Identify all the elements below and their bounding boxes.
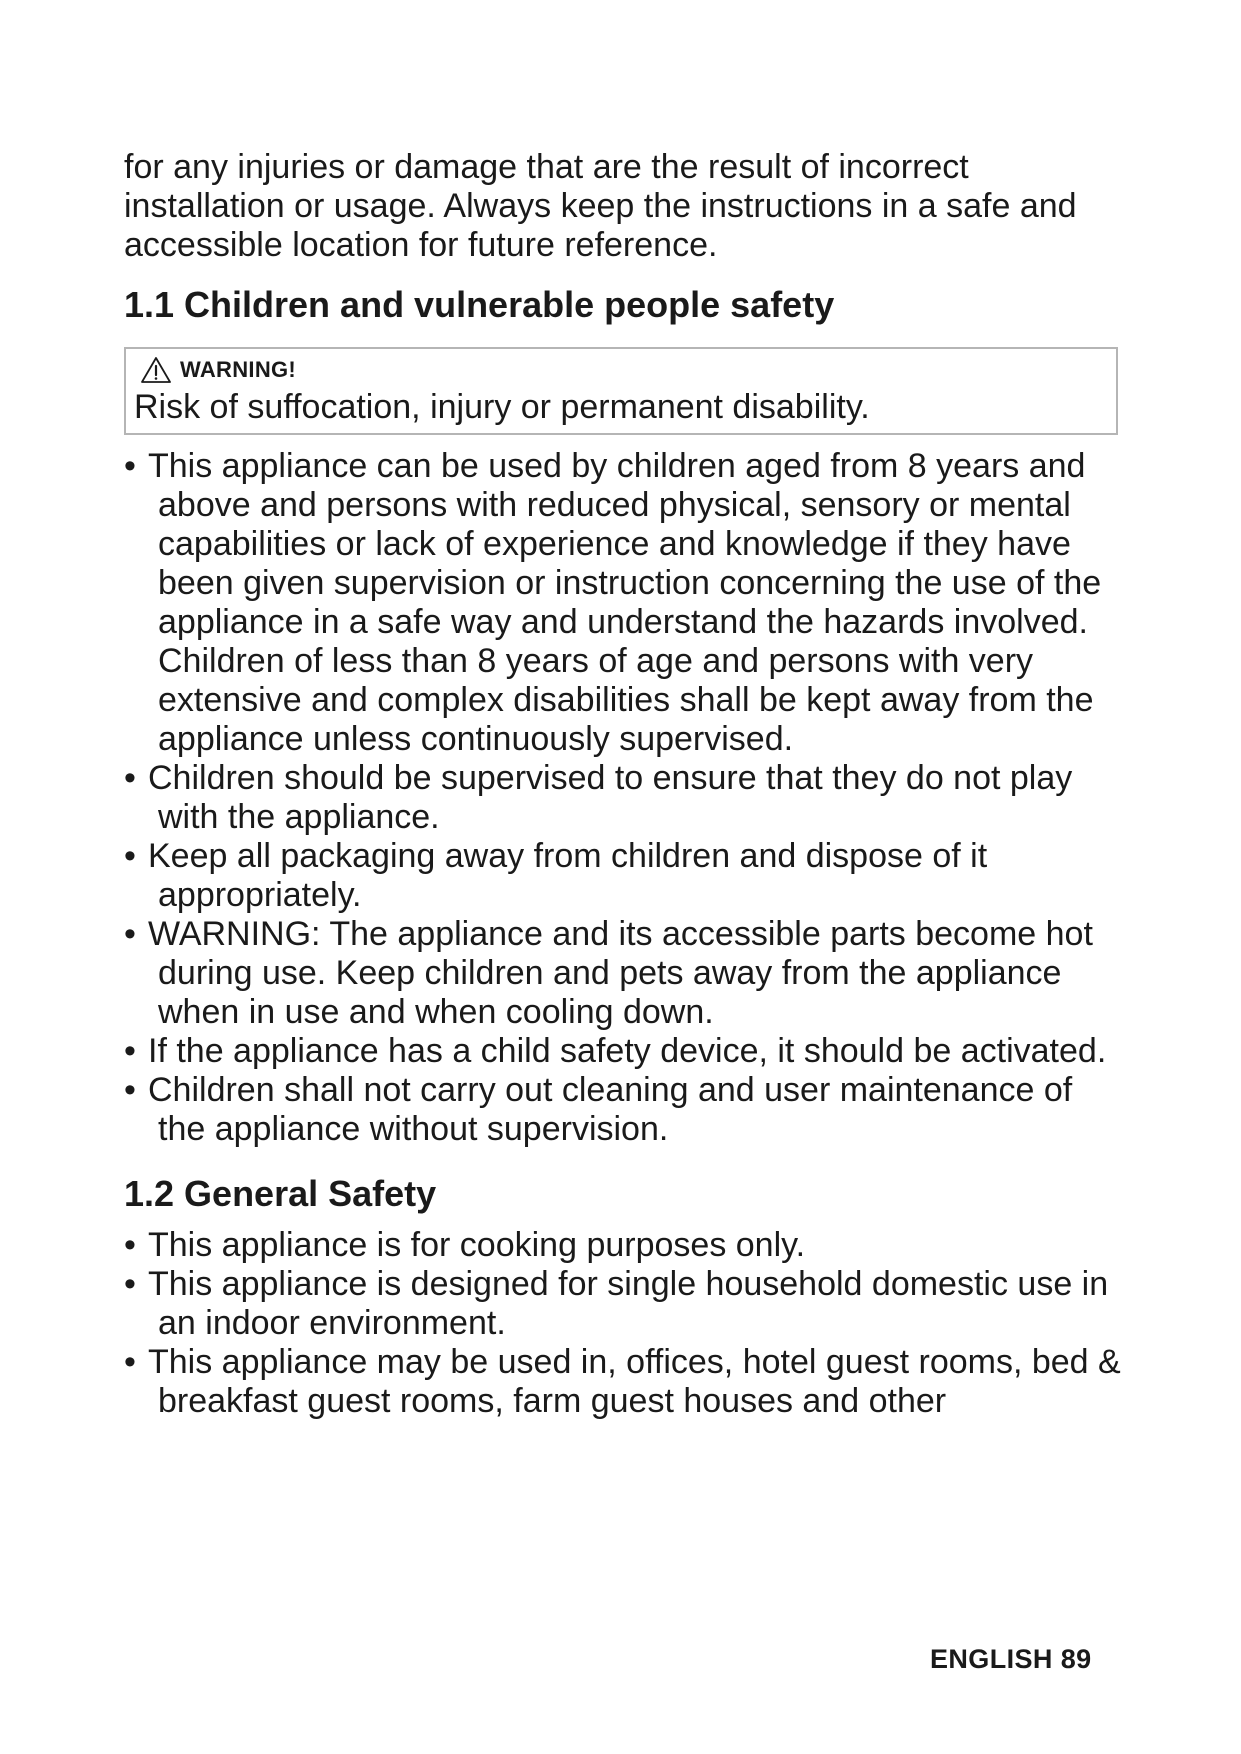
list-item: • Children should be supervised to ensure that they do not play with the appliance.	[124, 759, 1073, 836]
children-safety-list	[124, 447, 1124, 1149]
list-item: • Children shall not carry out cleaning and user maintenance of the appliance without supervision.	[124, 1071, 1073, 1148]
list-item: • This appliance is for cooking purposes only.	[124, 1226, 806, 1264]
warning-text: Risk of suffocation, injury or permanent disability.	[134, 388, 870, 426]
list-item: • WARNING: The appliance and its accessible parts become hot during use. Keep children and pets away from the appliance when in use and when cooling down.	[124, 915, 1093, 1031]
section-heading-general-safety: 1.2 General Safety	[124, 1173, 437, 1214]
warning-title: WARNING!	[180, 357, 297, 382]
list-item: • This appliance is designed for single household domestic use in an indoor environment.	[124, 1265, 1109, 1342]
list-item: • This appliance may be used in, offices, hotel guest rooms, bed & breakfast guest rooms, farm guest houses and other	[124, 1343, 1121, 1420]
warning-triangle-icon	[140, 356, 172, 384]
section-heading-children-safety: 1.1 Children and vulnerable people safety	[124, 284, 835, 325]
warning-header	[134, 355, 1108, 385]
page-footer-label: ENGLISH 89	[930, 1644, 1092, 1674]
list-item: • This appliance can be used by children aged from 8 years and above and persons with reduced physical, sensory or mental capabilities or lack of experience and knowledge if they have been given supervision or instruction concerning the use of the appliance in a safe way and understand the hazards involved. Children of less than 8 years of age and persons with very extensive and complex disabilities shall be kept away from the appliance unless continuously supervised.	[124, 447, 1102, 758]
intro-paragraph: for any injuries or damage that are the result of incorrect installation or usage. Always keep the instructions in a safe and accessible location for future reference.	[124, 148, 1077, 264]
general-safety-list	[124, 1226, 1124, 1421]
list-item: • If the appliance has a child safety device, it should be activated.	[124, 1032, 1107, 1070]
warning-box	[124, 347, 1118, 435]
page-content	[124, 148, 1124, 1421]
list-item: • Keep all packaging away from children and dispose of it appropriately.	[124, 837, 988, 914]
